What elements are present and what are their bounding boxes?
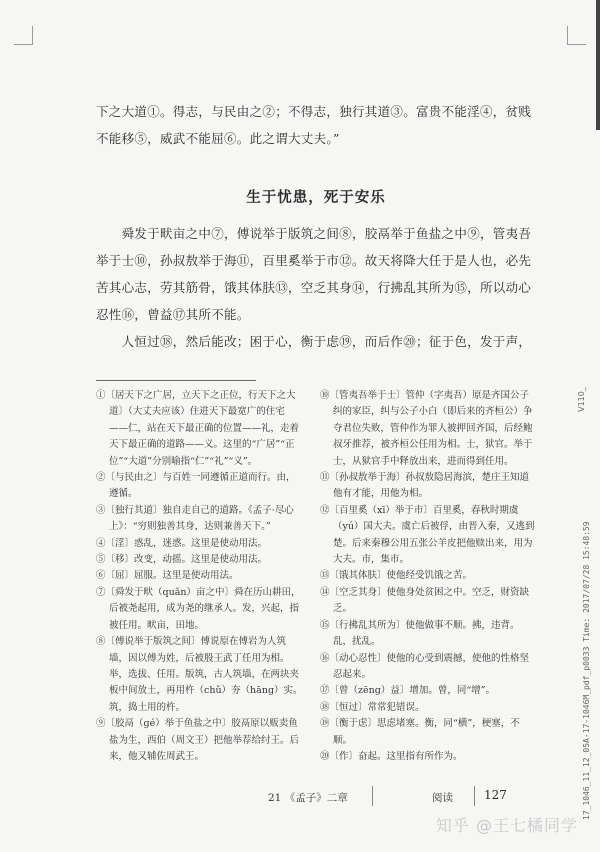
- body-paragraphs: [96, 220, 536, 355]
- body-line: 舜发于畎亩之中⑦，傅说举于版筑之间⑧，胶鬲举于鱼盐之中⑨，管夷吾: [96, 226, 532, 241]
- section-title: 生于忧患，死于安乐: [246, 190, 386, 206]
- body-line: 举于士⑩，孙叔敖举于海⑪，百里奚举于市⑫。故天将降大任于是人也，必先: [96, 253, 532, 268]
- watermark: 知乎 @王七橘同学: [435, 816, 578, 835]
- body-line: 忍性⑯，曾益⑰其所不能。: [96, 307, 250, 322]
- footnote: ⑳〔作〕奋起。这里指有所作为。: [320, 750, 463, 762]
- footnote: ①〔居天下之广居，立天下之正位，行天下之大道〕（大丈夫应该）住进天下最宽广的住宅——仁，站在天下最正确的位置——礼，走着天下最正确的道路——义。这里的“广居”“正位”“大道”分别喻指“仁”“礼”“义”。: [96, 390, 300, 467]
- footnote: ⑱〔恒过〕常常犯错误。: [320, 701, 425, 713]
- footnote: ⑦〔舜发于畎（quǎn）亩之中〕舜在历山耕田，后被尧起用，成为尧的继承人。发，兴起，指被任用。畎亩，田地。: [96, 586, 301, 631]
- footnote: ⑤〔移〕改变，动摇。这里是使动用法。: [96, 554, 268, 566]
- side-print-code: [582, 520, 596, 820]
- intro-line: 不能移⑤，威武不能屈⑥。此之谓大丈夫。”: [96, 131, 340, 146]
- footnote: ⑯〔动心忍性〕使他的心受到震撼，使他的性格坚忍起来。: [320, 652, 530, 680]
- footnote: ③〔独行其道〕独自走自己的道路。《孟子·尽心上》：“穷则独善其身，达则兼善天下。”: [96, 504, 294, 533]
- footnote: ⑧〔傅说举于版筑之间〕傅说原在傅岩为人筑墙，因以傅为姓，后被殷王武丁任用为相。举，选拔、任用。版筑，古人筑墙，在两块夹板中间放土，再用杵（chǔ）夯（hāng）实。筑，捣土用的杵。: [96, 636, 303, 713]
- intro-line: 下之大道①。得志，与民由之②；不得志，独行其道③。富贵不能淫④，贫贱: [96, 104, 532, 119]
- footnote-divider: [96, 380, 256, 381]
- side-version-label: V110_: [577, 387, 587, 412]
- side-print-code-text: 17_1046_11_12_05A-17-1046M_pdf_p0033 Time: 2017/07/28 15:48:59: [582, 521, 591, 820]
- footnotes-left-column: [96, 388, 303, 765]
- footer-divider: [474, 786, 475, 806]
- crop-mark-top-left: [14, 26, 33, 45]
- footnote: ⑰〔曾（zēng）益〕增加。曾，同“增”。: [320, 685, 496, 697]
- footnote: ④〔淫〕惑乱，迷惑。这里是使动用法。: [96, 537, 268, 549]
- footnote: ②〔与民由之〕与百姓一同遵循正道而行。由，遵循。: [96, 472, 296, 500]
- edge-bar: [596, 0, 600, 130]
- footnote: ⑫〔百里奚（xī）举于市〕百里奚，春秋时期虞（yú）国大夫。虞亡后被俘，由晋入秦，又逃到楚。后来秦穆公用五张公羊皮把他赎出来，用为大夫。市，集市。: [320, 504, 535, 566]
- footnote: ⑩〔管夷吾举于士〕管仲（字夷吾）原是齐国公子纠的家臣，纠与公子小白（即后来的齐桓公）争夺君位失败，管仲作为罪人被押回齐国，后经鲍叔牙推荐，被齐桓公任用为相。士，狱官。举于士，从狱官手中释放出来，进而得到任用。: [320, 390, 533, 467]
- footnote: ⑬〔饿其体肤〕使他经受饥饿之苦。: [320, 570, 473, 582]
- intro-paragraph: [96, 98, 536, 152]
- footnote: ⑭〔空乏其身〕使他身处贫困之中。空乏，财资缺乏。: [320, 586, 530, 615]
- body-line: 人恒过⑱，然后能改；困于心，衡于虑⑲，而后作⑳；征于色，发于声，: [96, 334, 532, 349]
- footer-divider: [372, 786, 373, 806]
- footnotes-right-column: [320, 388, 535, 765]
- footer-chapter: 21 《孟子》二章: [268, 792, 348, 804]
- footnote: ⑥〔屈〕屈服。这里是使动用法。: [96, 570, 239, 582]
- footnote: ⑨〔胶鬲（gé）举于鱼盐之中〕胶鬲原以贩卖鱼盐为生，西伯（周文王）把他举荐给纣王。后来，他又辅佐周武王。: [96, 718, 300, 762]
- footer-section: 阅读: [432, 792, 453, 804]
- crop-mark-top-right: [567, 26, 586, 45]
- footnote: ⑮〔行拂乱其所为〕使他做事不顺。拂，违背。乱，扰乱。: [320, 619, 520, 648]
- footnote: ⑲〔衡于虑〕思虑堵塞。衡，同“横”，梗塞，不顺。: [320, 718, 520, 746]
- footnote: ⑪〔孙叔敖举于海〕孙叔敖隐居海滨，楚庄王知道他有才能，用他为相。: [320, 472, 530, 500]
- page-number: 127: [484, 788, 507, 802]
- body-line: 苦其心志，劳其筋骨，饿其体肤⑬，空乏其身⑭，行拂乱其所为⑮，所以动心: [96, 280, 532, 295]
